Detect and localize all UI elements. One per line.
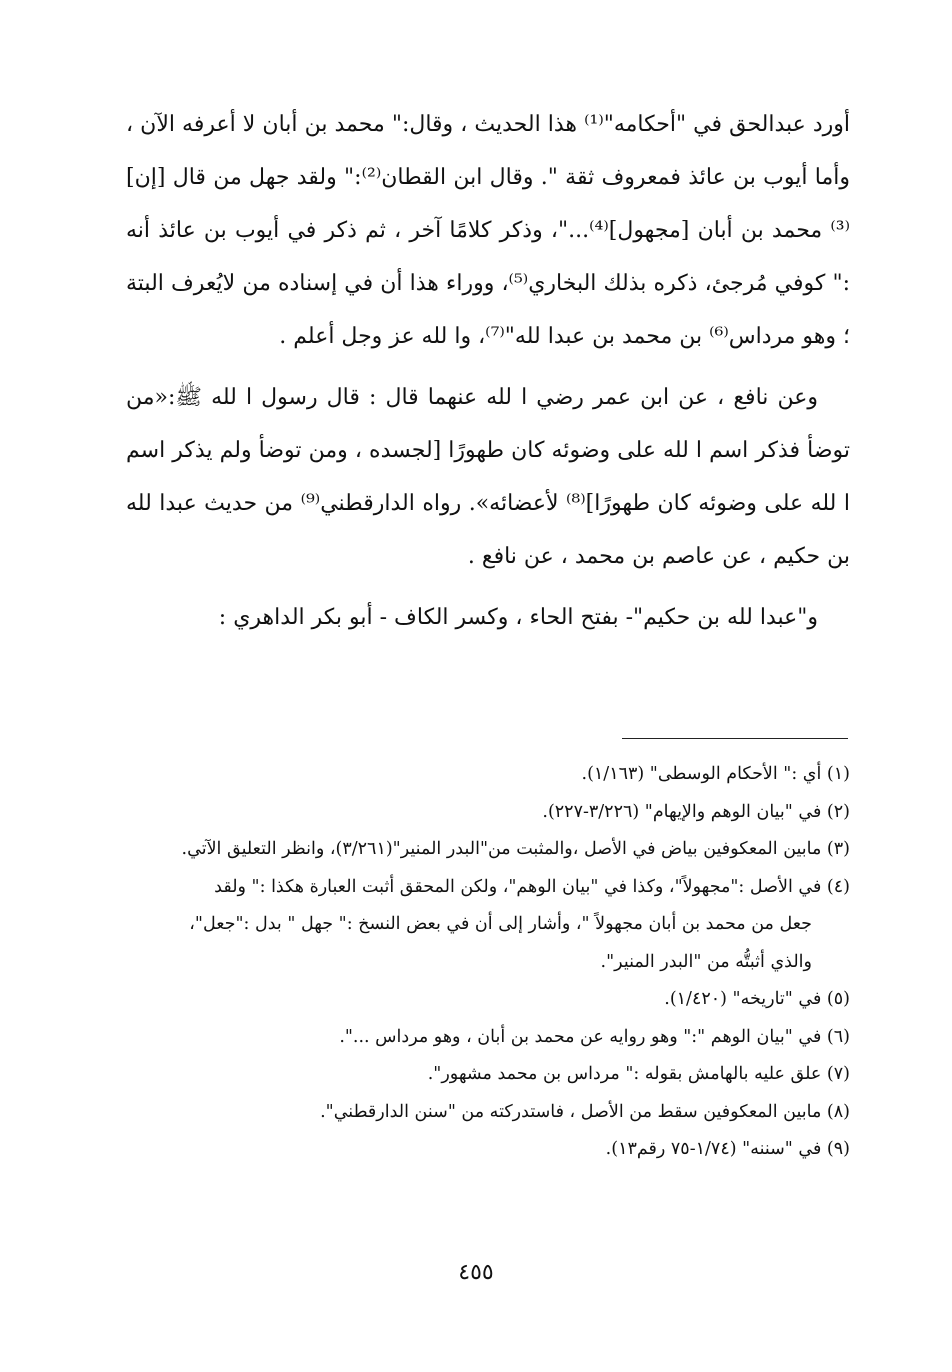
page-number: ٤٥٥ [458, 1260, 494, 1285]
footnote-4-continued: جعل من محمد بن أبان مجهولاً "، وأشار إلى أن في بعض النسخ :" جهل " بدل :"جعل"، [189, 914, 812, 934]
paragraph-2: وعن نافع ، عن ابن عمر رضي ا لله عنهما قال : قال رسول ا لله ﷺ:«من توضأ فذكر اسم ا لله على وضوئه كان طهورًا [لجسده ، ومن توضأ ولم يذكر اسم ا لله على وضوئه كان طهورًا]⁽⁸⁾ لأعضائه». رواه الدارقطني⁽⁹⁾ من حديث عبدا لله بن حكيم ، عن عاصم بن محمد ، عن نافع . [126, 385, 850, 569]
footnote-1: (١) أي :" الأحكام الوسطى" (١/١٦٣). [581, 764, 850, 784]
footnote-6: (٦) في "بيان الوهم ":" وهو روايه عن محمد بن أبان ، وهو مرداس ...". [339, 1026, 850, 1047]
footnote-separator [622, 738, 848, 739]
footnote-7: (٧) علق عليه بالهامش بقوله :" مرداس بن محمد مشهور". [427, 1064, 850, 1084]
footnote-8: (٨) مابين المعكوفين سقط من الأصل ، فاستدركته من "سنن الدارقطني". [320, 1101, 850, 1122]
main-text [126, 98, 850, 644]
paragraph-3: و"عبدا لله بن حكيم"- بفتح الحاء ، وكسر الكاف - أبو بكر الداهري : [218, 605, 818, 630]
paragraph-1: أورد عبدالحق في "أحكامه"⁽¹⁾ هذا الحديث ، وقال:" محمد بن أبان لا أعرفه الآن ، وأما أيوب بن عائذ فمعروف ثقة ". وقال ابن القطان⁽²⁾:" ولقد جهل من قال [إن]⁽³⁾ محمد بن أبان [مجهول]⁽⁴⁾..."، وذكر كلامًا آخر ، ثم ذكر في أيوب بن عائذ أنه :" كوفي مُرجئ، ذكره بذلك البخاري⁽⁵⁾، ووراء هذا أن في إسناده من لايُعرف البتة ؛ وهو مرداس⁽⁶⁾ بن محمد بن عبدا لله"⁽⁷⁾، وا لله عز وجل أعلم . [126, 112, 851, 349]
footnote-4-end: والذي أثبتُّه من "البدر المنير". [600, 951, 812, 972]
footnote-2: (٢) في "بيان الوهم والإيهام" (٣/٢٢٦-٢٢٧). [542, 801, 850, 822]
footnote-3: (٣) مابين المعكوفين بياض في الأصل ،والمثبت من"البدر المنير"(٣/٢٦١)، وانظر التعليق الآتي. [181, 839, 850, 859]
footnotes [126, 756, 850, 1169]
footnote-9: (٩) في "سننه" (١/٧٤-٧٥ رقم١٣). [605, 1139, 850, 1159]
footnote-5: (٥) في "تاريخه" (١/٤٢٠). [664, 989, 850, 1009]
footnote-4: (٤) في الأصل :"مجهولاً"، وكذا في "بيان الوهم"، ولكن المحقق أثبت العبارة هكذا :" ولقد [214, 876, 850, 897]
